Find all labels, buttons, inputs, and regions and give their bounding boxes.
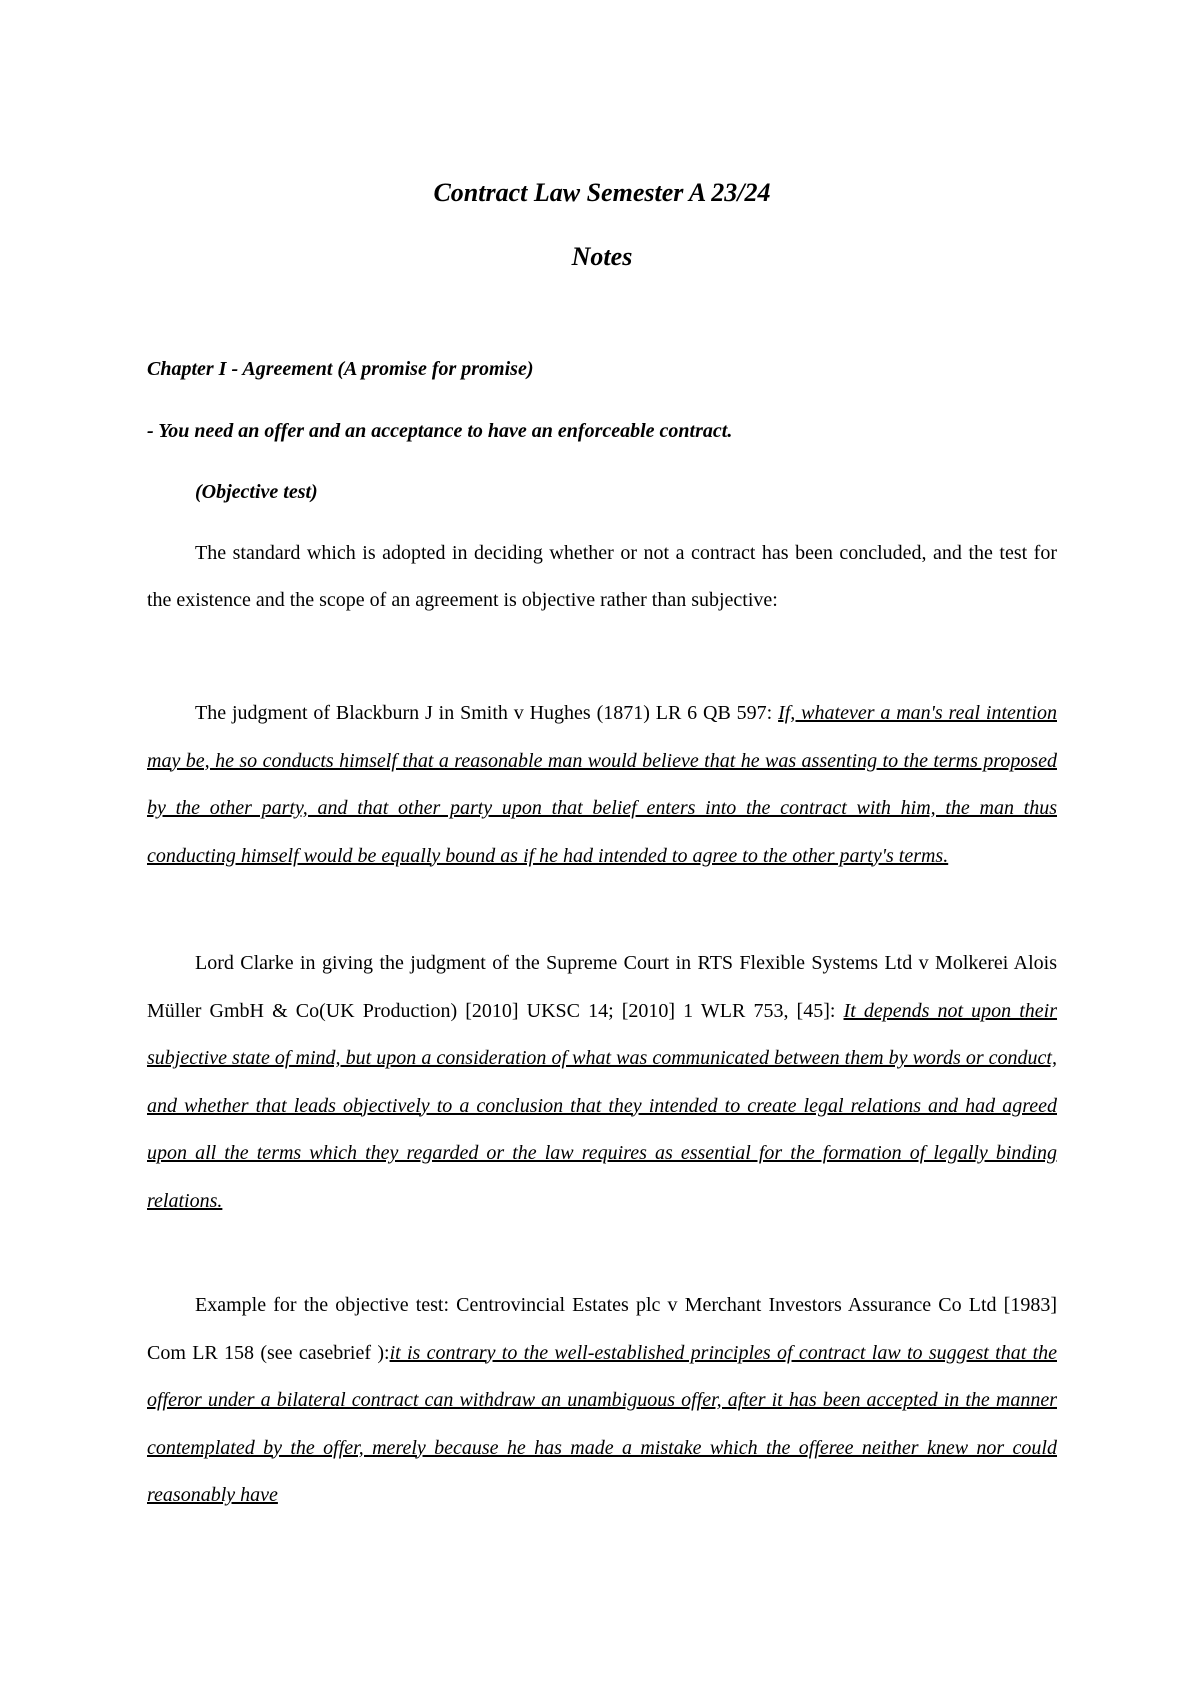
- paragraph-standard: The standard which is adopted in deciding whether or not a contract has been concluded, and the test for the existence and the scope of an agreement is objective rather than subjective:: [147, 542, 1057, 611]
- quoted-judgment: If, whatever a man's real intention may be, he so conducts himself that a reasonable man would believe that he was assenting to the terms proposed by the other party, and that other party upon that belief enters into the contract with him, the man thus conducting himself would be equally bound as if he had intended to agree to the other party's terms.: [147, 702, 1057, 867]
- paragraph-rts-flexible-systems: [147, 940, 1057, 1225]
- chapter-heading: Chapter I - Agreement (A promise for promise): [147, 358, 534, 380]
- quoted-judgment: It depends not upon their subjective state of mind, but upon a consideration of what was communicated between them by words or conduct, and whether that leads objectively to a conclusion that they intended to create legal relations and had agreed upon all the terms which they regarded or the law requires as essential for the formation of legally binding relations.: [147, 999, 1058, 1212]
- document-subtitle: Notes: [571, 242, 633, 271]
- key-point: - You need an offer and an acceptance to have an enforceable contract.: [147, 420, 733, 442]
- objective-test-heading: (Objective test): [195, 481, 318, 503]
- paragraph-smith-v-hughes: [147, 690, 1057, 880]
- quoted-judgment: it is contrary to the well-established principles of contract law to suggest that the offeror under a bilateral contract can withdraw an unambiguous offer, after it has been accepted in the manner contemplated by the offer, merely because he has made a mistake which the offeree neither knew nor could reasonably have: [147, 1341, 1057, 1506]
- paragraph-centrovincial-example: [147, 1282, 1057, 1520]
- paragraph-lead-text: The judgment of Blackburn J in Smith v Hughes (1871) LR 6 QB 597:: [195, 702, 779, 724]
- paragraph-lead-text: Example for the objective test: Centrovincial Estates plc v Merchant Investors Assurance Co Ltd [1983] Com LR 158 (see casebrief ):: [147, 1294, 1057, 1364]
- paragraph-lead-text: Lord Clarke in giving the judgment of the Supreme Court in RTS Flexible Systems Ltd v Molkerei Alois Müller GmbH & Co(UK Production) [2010] UKSC 14; [2010] 1 WLR 753, [45]:: [147, 952, 1057, 1022]
- document-title: Contract Law Semester A 23/24: [433, 178, 771, 207]
